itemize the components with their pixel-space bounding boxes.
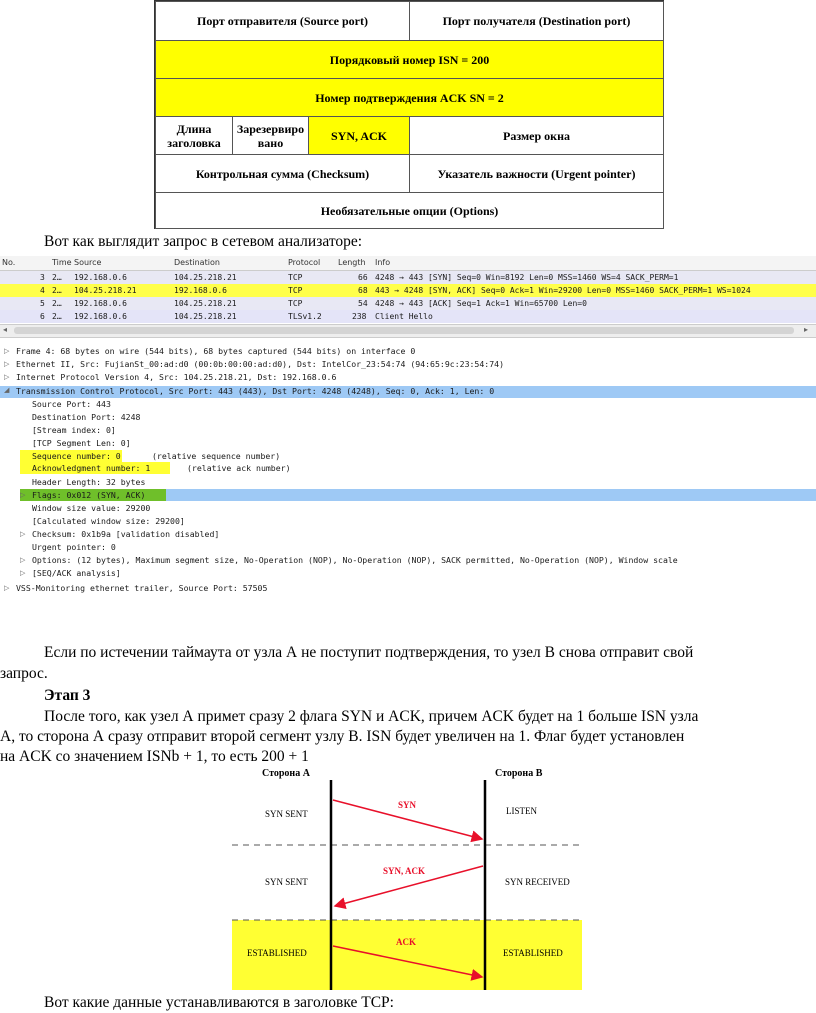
seq-note: (relative sequence number): [152, 451, 281, 461]
packet-info: 443 → 4248 [SYN, ACK] Seq=0 Ack=1 Win=29200 Len=0 MSS=1460 SACK_PERM=1 WS=1024: [375, 286, 751, 295]
expand-icon[interactable]: ▷: [20, 530, 26, 538]
expand-icon[interactable]: ▷: [4, 360, 10, 368]
flags-cell: SYN, ACK: [308, 116, 410, 155]
syn-label: SYN: [398, 800, 417, 810]
synack-label: SYN, ACK: [383, 866, 426, 876]
col-protocol[interactable]: Protocol: [288, 258, 321, 267]
expand-icon[interactable]: ▷: [20, 491, 26, 499]
state-established-a: ESTABLISHED: [247, 948, 307, 958]
packet-src: 192.168.0.6: [74, 299, 127, 308]
urgent-cell: Указатель важности (Urgent pointer): [409, 154, 664, 193]
col-time[interactable]: Time: [52, 258, 72, 267]
packet-dst: 104.25.218.21: [174, 299, 237, 308]
packet-row[interactable]: [0, 310, 816, 323]
reserved-line2: вано: [257, 135, 284, 150]
expand-icon[interactable]: ▷: [4, 347, 10, 355]
packet-no: 3: [40, 273, 45, 282]
col-info[interactable]: Info: [375, 258, 391, 267]
stage3-paragraph-line2: А, то сторона А сразу отправит второй сегмент узлу В. ISN будет увеличен на 1. Флаг будет установлен: [0, 728, 685, 745]
packet-src: 192.168.0.6: [74, 273, 127, 282]
expand-icon[interactable]: ▷: [20, 556, 26, 564]
ack-label: ACK: [396, 937, 416, 947]
calc-window-line[interactable]: [Calculated window size: 29200]: [32, 516, 185, 526]
header-length-line2: заголовка: [167, 135, 221, 150]
packet-src: 104.25.218.21: [74, 286, 137, 295]
ethernet-line[interactable]: Ethernet II, Src: FujianSt_00:ad:d0 (00:0b:00:00:ad:d0), Dst: IntelCor_23:54:74 (94:65:9c:23:54:74): [16, 359, 504, 369]
seq-ack-analysis-line[interactable]: [SEQ/ACK analysis]: [32, 568, 121, 578]
packet-len: 68: [358, 286, 368, 295]
state-syn-sent: SYN SENT: [265, 809, 308, 819]
reserved-cell: [232, 116, 309, 155]
packet-src: 192.168.0.6: [74, 312, 127, 321]
state-syn-sent: SYN SENT: [265, 877, 308, 887]
src-port-line[interactable]: Source Port: 443: [32, 399, 111, 409]
scroll-left-icon[interactable]: ◂: [3, 325, 8, 334]
vss-line[interactable]: VSS-Monitoring ethernet trailer, Source Port: 57505: [16, 583, 268, 593]
ack-cell: Номер подтверждения ACK SN = 2: [155, 78, 664, 117]
footer-text: Вот какие данные устанавливаются в заголовке TCP:: [44, 994, 394, 1011]
scrollbar-thumb[interactable]: [14, 327, 794, 334]
source-port-cell: Порт отправителя (Source port): [155, 1, 410, 41]
packet-no: 6: [40, 312, 45, 321]
scroll-right-icon[interactable]: ▸: [804, 325, 809, 334]
state-listen: LISTEN: [506, 806, 537, 816]
state-syn-received: SYN RECEIVED: [505, 877, 570, 887]
packet-proto: TCP: [288, 286, 303, 295]
col-no[interactable]: No.: [2, 258, 16, 267]
window-size-line[interactable]: Window size value: 29200: [32, 503, 151, 513]
stage3-paragraph-line3: на ACK со значением ISNb + 1, то есть 200 + 1: [0, 748, 309, 765]
horizontal-scrollbar[interactable]: [0, 324, 816, 338]
stage-heading: Этап 3: [44, 687, 91, 704]
checksum-cell: Контрольная сумма (Checksum): [155, 154, 410, 193]
collapse-icon[interactable]: ◢: [4, 386, 10, 394]
packet-dst: 104.25.218.21: [174, 273, 237, 282]
header-length-line[interactable]: Header Length: 32 bytes: [32, 477, 146, 487]
isn-cell: Порядковый номер ISN = 200: [155, 40, 664, 79]
packet-row-selected[interactable]: [0, 284, 816, 297]
expand-icon[interactable]: ▷: [20, 569, 26, 577]
packet-time: 2…: [52, 273, 62, 282]
packet-info: Client Hello: [375, 312, 433, 321]
dst-port-line[interactable]: Destination Port: 4248: [32, 412, 141, 422]
timeout-paragraph-line1: Если по истечении таймаута от узла А не поступит подтверждения, то узел В снова отправит свой: [44, 644, 694, 661]
intro-text: Вот как выглядит запрос в сетевом анализаторе:: [44, 233, 363, 250]
ack-number-line[interactable]: Acknowledgment number: 1: [32, 463, 151, 473]
packet-proto: TCP: [288, 273, 303, 282]
col-source[interactable]: Source: [74, 258, 102, 267]
side-a-label: Сторона А: [262, 768, 310, 779]
packet-info: 4248 → 443 [ACK] Seq=1 Ack=1 Win=65700 Len=0: [375, 299, 587, 308]
col-destination[interactable]: Destination: [174, 258, 220, 267]
packet-no: 4: [40, 286, 45, 295]
col-length[interactable]: Length: [338, 258, 366, 267]
packet-row[interactable]: [0, 271, 816, 284]
segment-len-line[interactable]: [TCP Segment Len: 0]: [32, 438, 131, 448]
seq-number-line[interactable]: Sequence number: 0: [32, 451, 121, 461]
options-cell: Необязательные опции (Options): [155, 192, 664, 229]
timeout-paragraph-line2: запрос.: [0, 665, 48, 682]
frame-line[interactable]: Frame 4: 68 bytes on wire (544 bits), 68 bytes captured (544 bits) on interface 0: [16, 346, 416, 356]
checksum-line[interactable]: Checksum: 0x1b9a [validation disabled]: [32, 529, 220, 539]
packet-len: 66: [358, 273, 368, 282]
packet-dst: 192.168.0.6: [174, 286, 227, 295]
expand-icon[interactable]: ▷: [4, 373, 10, 381]
tcp-line[interactable]: Transmission Control Protocol, Src Port: 443 (443), Dst Port: 4248 (4248), Seq: 0, Ack: 1, Len: 0: [16, 386, 495, 396]
expand-icon[interactable]: ▷: [4, 584, 10, 592]
ip-line[interactable]: Internet Protocol Version 4, Src: 104.25.218.21, Dst: 192.168.0.6: [16, 372, 337, 382]
header-length-line1: Длина: [176, 121, 212, 136]
side-b-label: Сторона В: [495, 768, 543, 779]
packet-time: 2…: [52, 286, 62, 295]
packet-info: 4248 → 443 [SYN] Seq=0 Win=8192 Len=0 MSS=1460 WS=4 SACK_PERM=1: [375, 273, 679, 282]
reserved-line1: Зарезервиро: [236, 121, 305, 136]
state-established-b: ESTABLISHED: [503, 948, 563, 958]
packet-time: 2…: [52, 312, 62, 321]
options-line[interactable]: Options: (12 bytes), Maximum segment size, No-Operation (NOP), No-Operation (NOP), SACK permitted, No-Operation (NOP), Window scale: [32, 555, 678, 565]
stage3-paragraph-line1: После того, как узел А примет сразу 2 флага SYN и ACK, причем ACK будет на 1 больше ISN узла: [44, 708, 699, 725]
packet-row[interactable]: [0, 297, 816, 310]
packet-proto: TCP: [288, 299, 303, 308]
packet-no: 5: [40, 299, 45, 308]
packet-len: 238: [352, 312, 367, 321]
packet-proto: TLSv1.2: [288, 312, 322, 321]
window-cell: Размер окна: [409, 116, 664, 155]
header-length-cell: [155, 116, 233, 155]
packet-len: 54: [358, 299, 368, 308]
tcp-header-table: [154, 0, 664, 229]
stream-index-line[interactable]: [Stream index: 0]: [32, 425, 116, 435]
urgent-pointer-line[interactable]: Urgent pointer: 0: [32, 542, 116, 552]
packet-list-header: [0, 256, 816, 271]
flags-line[interactable]: Flags: 0x012 (SYN, ACK): [32, 490, 146, 500]
packet-time: 2…: [52, 299, 62, 308]
ack-note: (relative ack number): [187, 463, 291, 473]
packet-dst: 104.25.218.21: [174, 312, 237, 321]
dest-port-cell: Порт получателя (Destination port): [409, 1, 664, 41]
